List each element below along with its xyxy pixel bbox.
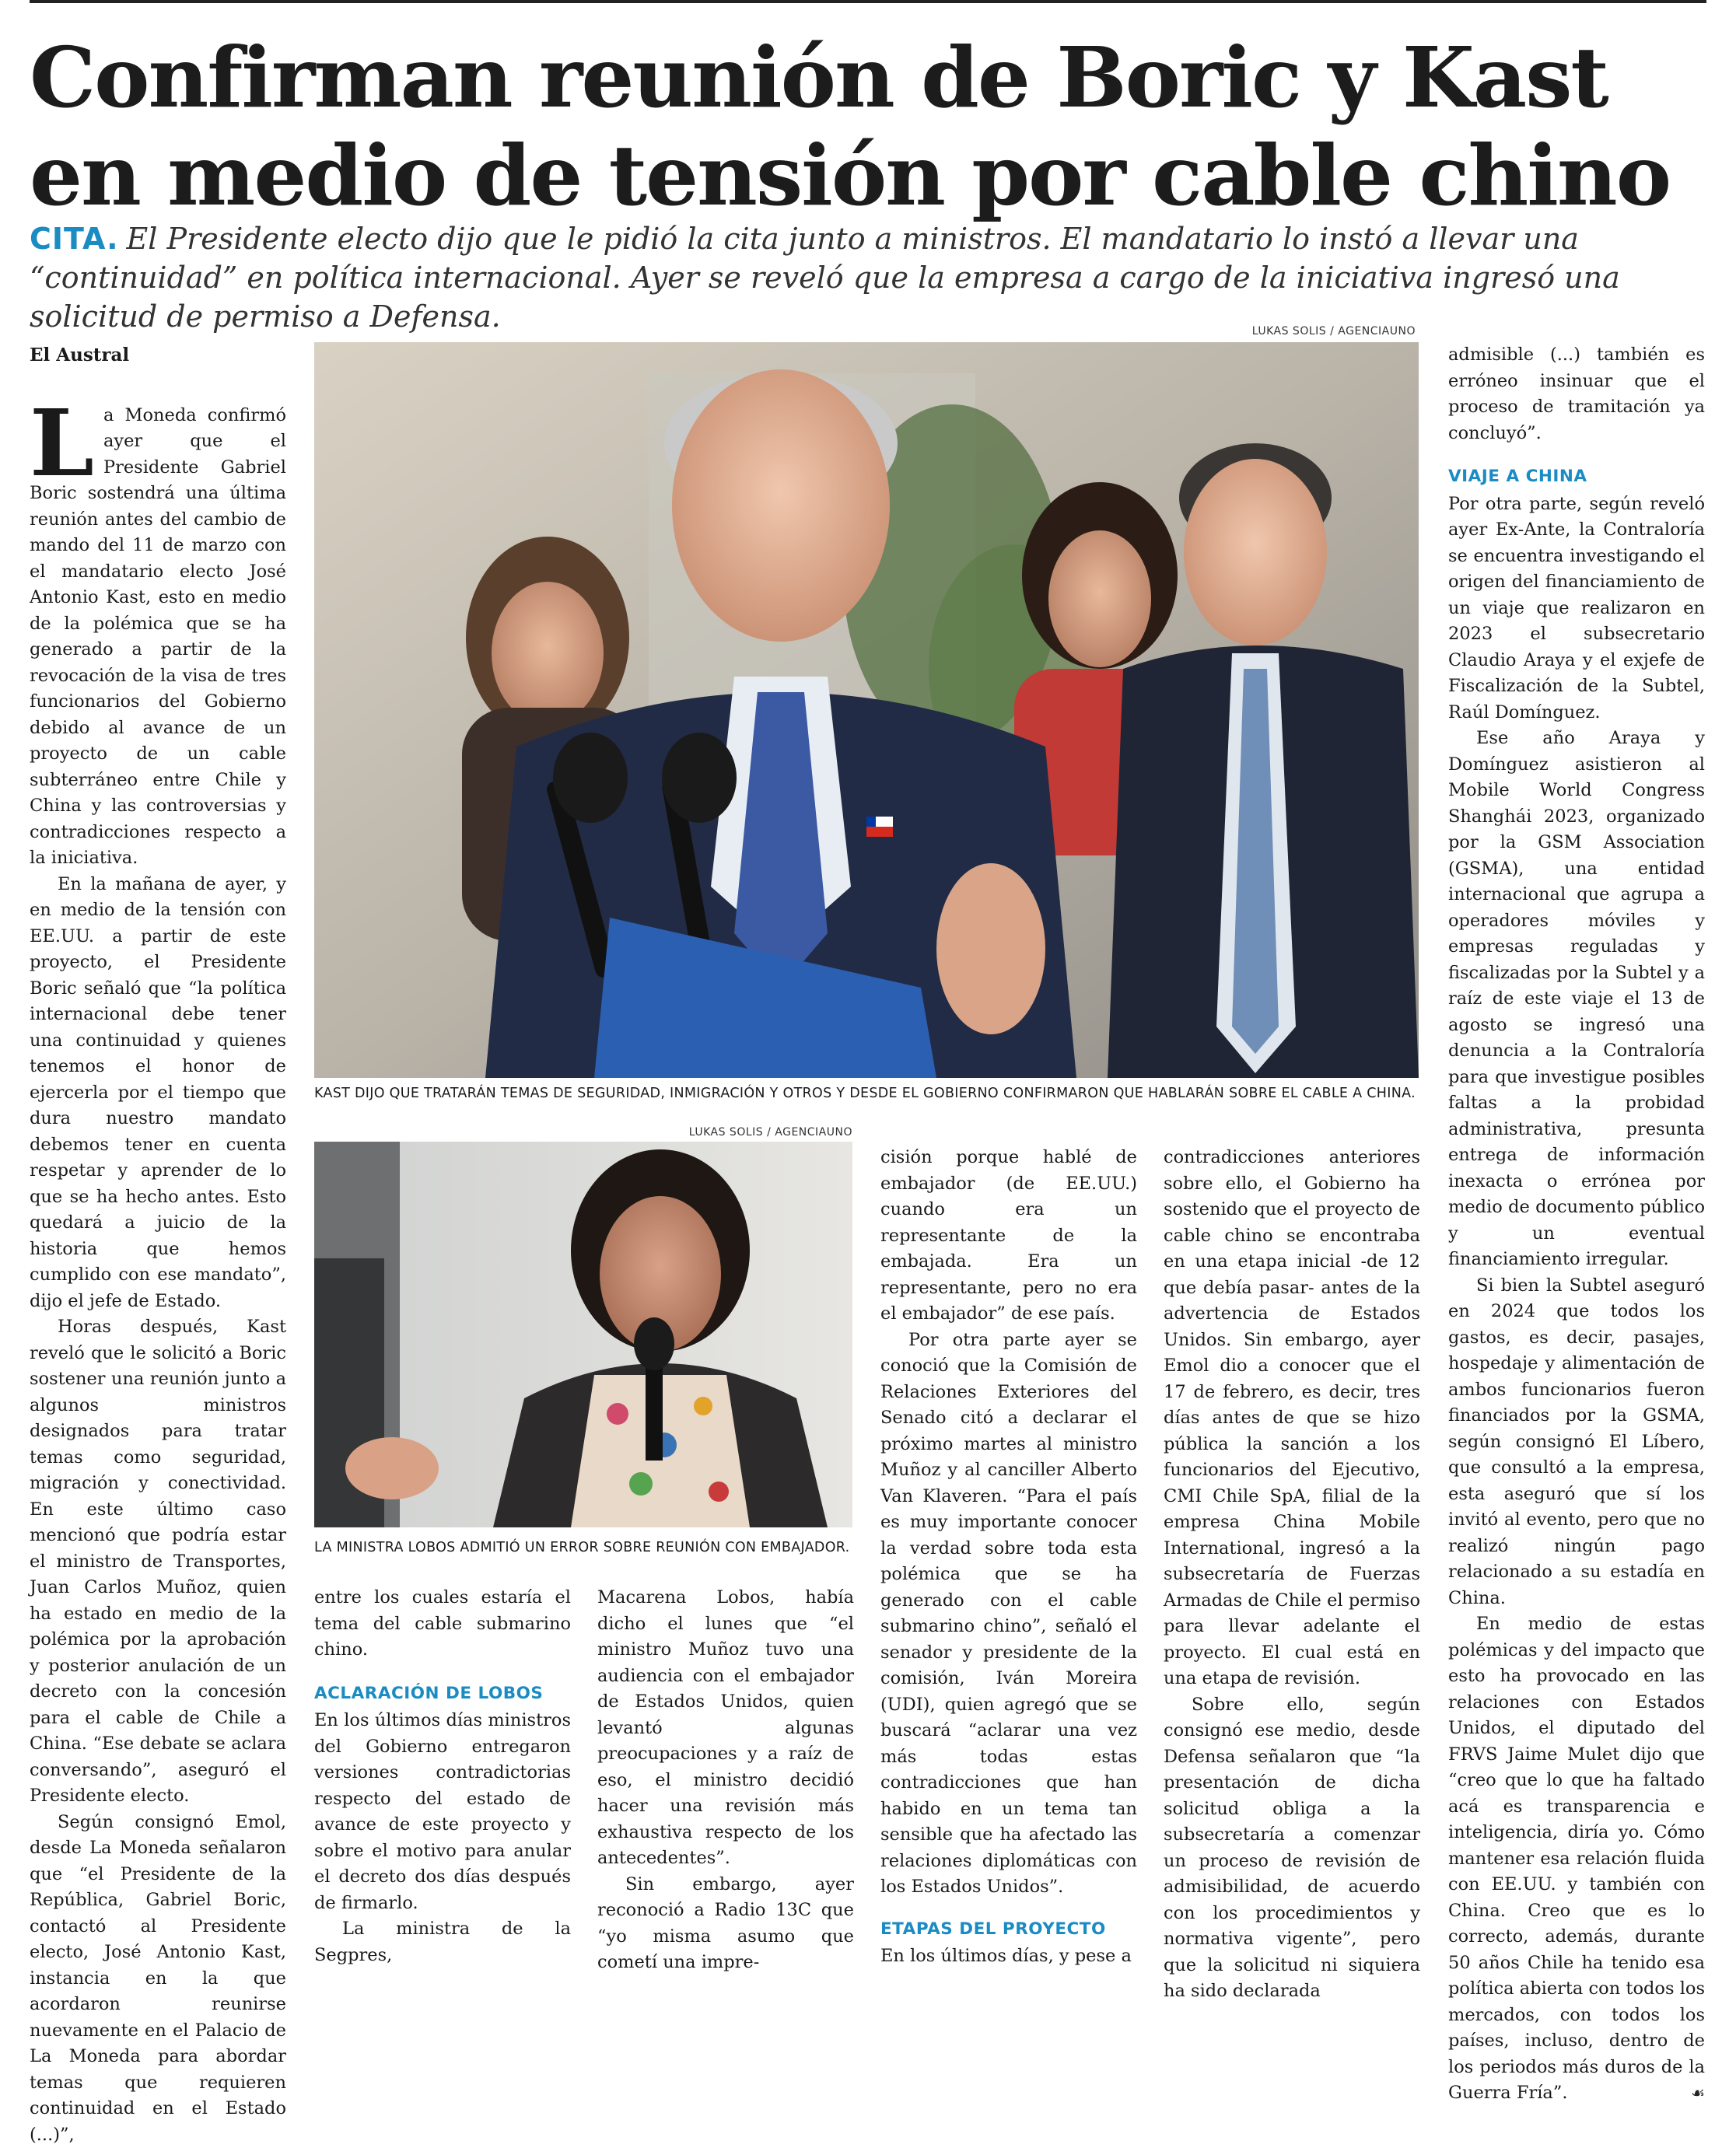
paragraph: La ministra de la Segpres, xyxy=(314,1916,571,1968)
paragraph: Según consignó Emol, desde La Moneda señalaron que “el Presidente de la República, Gabriel Boric, contactó al Presidente electo, José Antonio Kast, instancia en la que acordaron reunirse nuevamente en el Palacio de La Moneda para abordar temas que requieren continuidad en el Estado (...)”, xyxy=(30,1810,286,2148)
subhead: VIAJE A CHINA xyxy=(1448,464,1705,490)
column-5 xyxy=(1164,1145,1420,2005)
column-1 xyxy=(30,342,286,2148)
end-mark-icon: ☙ xyxy=(1663,2080,1705,2107)
byline: El Austral xyxy=(30,342,286,369)
paragraph: Por otra parte, según reveló ayer Ex-Ante, la Contraloría se encuentra investigando el origen del financiamiento de un viaje que realizaron en 2023 el subsecretario Claudio Araya y el exjefe de Fiscalización de la Subtel, Raúl Domínguez. xyxy=(1448,492,1705,726)
paragraph: entre los cuales estaría el tema del cable submarino chino. xyxy=(314,1585,571,1663)
headline xyxy=(30,30,1717,226)
paragraph: Ese año Araya y Domínguez asistieron al Mobile World Congress Shanghái 2023, organizado por la GSM Association (GSMA), una entidad internacional que agrupa a operadores móviles y empresas reguladas y fiscalizadas por la Subtel y a raíz de este viaje el 13 de agosto se ingresó una denuncia a la Contraloría para que investigue posibles faltas a la probidad administrativa, presunta entrega de información inexacta o errónea por medio de documento público y un eventual financiamiento irregular. xyxy=(1448,726,1705,1273)
main-photo-credit: LUKAS SOLIS / AGENCIAUNO xyxy=(1011,325,1416,338)
paragraph: Si bien la Subtel aseguró en 2024 que todos los gastos, es decir, pasajes, hospedaje y alimentación de ambos funcionarios fueron financiados por la GSMA, según consignó El Líbero, que consultó a la empresa, esta aseguró que sí los invitó al evento, pero que no realizó ningún pago relacionado a su estadía en China. xyxy=(1448,1273,1705,1612)
paragraph: admisible (...) también es erróneo insinuar que el proceso de tramitación ya concluyó”. xyxy=(1448,342,1705,446)
drop-cap: L xyxy=(30,408,94,479)
lead-paragraph xyxy=(30,219,1706,336)
paragraph: contradicciones anteriores sobre ello, el Gobierno ha sostenido que el proyecto de cable chino se encontraba en una etapa inicial -de 12 que debía pasar- antes de la advertencia de Estados Unidos. Sin embargo, ayer Emol dio a conocer que el 17 de febrero, es decir, tres días antes de que se hizo pública la sanción a los funcionarios del Ejecutivo, CMI Chile SpA, filial de la empresa China Mobile International, ingresó a la subsecretaría de Fuerzas Armadas de Chile el permiso para llevar adelante el proyecto. El cual está en una etapa de revisión. xyxy=(1164,1145,1420,1692)
press-conference-photo-icon xyxy=(314,342,1419,1078)
column-2 xyxy=(314,1585,571,1968)
headline-line-2: en medio de tensión por cable chino xyxy=(30,128,1717,226)
second-photo xyxy=(314,1142,852,1527)
column-3 xyxy=(597,1585,854,1976)
paragraph: En medio de estas polémicas y del impacto que esto ha provocado en las relaciones con Estados Unidos, el diputado del FRVS Jaime Mulet dijo que “creo que lo que ha faltado acá es transparencia e inteligencia, diría yo. Cómo mantener esa relación fluida con EE.UU. y también con China. Creo que es lo correcto, además, durante 50 años Chile ha tenido esa política abierta con todos los mercados, con todos los países, incluso, dentro de los periodos más duros de la Guerra Fría”. ☙ xyxy=(1448,1611,1705,2107)
main-photo-caption: KAST DIJO QUE TRATARÁN TEMAS DE SEGURIDAD, INMIGRACIÓN Y OTROS Y DESDE EL GOBIERNO CONFIRMARON QUE HABLARÁN SOBRE EL CABLE A CHINA. xyxy=(314,1086,1416,1101)
paragraph: Sobre ello, según consignó ese medio, desde Defensa señalaron que “la presentación de dicha solicitud obliga a la subsecretaría a comenzar un proceso de revisión de admisibilidad, de acuerdo con los procedimientos y normativa vigente”, pero que la solicitud ni siquiera ha sido declarada xyxy=(1164,1692,1420,2005)
paragraph: En la mañana de ayer, y en medio de la tensión con EE.UU. a partir de este proyecto, el Presidente Boric señaló que “la política internacional debe tener una continuidad y quienes tenemos el honor de ejercerla por el tiempo que dura nuestro mandato debemos tener en cuenta respetar y aprender de lo que se ha hecho antes. Esto quedará a juicio de la historia que hemos cumplido con ese mandato”, dijo el jefe de Estado. xyxy=(30,872,286,1315)
column-6 xyxy=(1448,342,1705,2107)
lead-kicker: CITA. xyxy=(30,222,119,256)
column-4 xyxy=(880,1145,1137,1970)
second-photo-caption: LA MINISTRA LOBOS ADMITIÓ UN ERROR SOBRE REUNIÓN CON EMBAJADOR. xyxy=(314,1540,849,1555)
second-photo-credit: LUKAS SOLIS / AGENCIAUNO xyxy=(544,1126,852,1139)
top-rule xyxy=(30,0,1706,3)
paragraph: En los últimos días, y pese a xyxy=(880,1943,1137,1970)
paragraph: Sin embargo, ayer reconoció a Radio 13C que “yo misma asumo que cometí una impre- xyxy=(597,1872,854,1976)
paragraph: Macarena Lobos, había dicho el lunes que “el ministro Muñoz tuvo una audiencia con el embajador de Estados Unidos, quien levantó algunas preocupaciones y a raíz de eso, el ministro decidió hacer una revisión más exhaustiva respecto de los antecedentes”. xyxy=(597,1585,854,1872)
paragraph: En los últimos días ministros del Gobierno entregaron versiones contradictorias respecto del estado de avance de este proyecto y sobre el motivo para anular el decreto dos días después de firmarlo. xyxy=(314,1708,571,1916)
main-photo xyxy=(314,342,1419,1078)
minister-photo-icon xyxy=(314,1142,852,1527)
paragraph: Por otra parte ayer se conoció que la Comisión de Relaciones Exteriores del Senado citó a declarar el próximo martes al ministro Muñoz y al canciller Alberto Van Klaveren. “Para el país es muy importante conocer la verdad sobre toda esta polémica que se ha generado con el cable submarino chino”, señaló el senador y presidente de la comisión, Iván Moreira (UDI), quien agregó que se buscará “aclarar una vez más todas estas contradicciones que han habido en un tema tan sensible que ha afectado las relaciones diplomáticas con los Estados Unidos”. xyxy=(880,1328,1137,1901)
paragraph: cisión porque hablé de embajador (de EE.UU.) cuando era un representante de la embajada. Era un representante, pero no era el embajador” de ese país. xyxy=(880,1145,1137,1328)
lead-text: El Presidente electo dijo que le pidió la cita junto a ministros. El mandatario lo instó a llevar una “continuidad” en política internacional. Ayer se reveló que la empresa a cargo de la iniciativa ingresó una solicitud de permiso a Defensa. xyxy=(30,222,1620,334)
subhead: ETAPAS DEL PROYECTO xyxy=(880,1916,1137,1943)
paragraph: La Moneda confirmó ayer que el Presidente Gabriel Boric sostendrá una última reunión antes del cambio de mando del 11 de marzo con el mandatario electo José Antonio Kast, esto en medio de la polémica que se ha generado a partir de la revocación de la visa de tres funcionarios del Gobierno debido al avance de un proyecto de un cable subterráneo entre Chile y China y las controversias y contradicciones respecto a la iniciativa. xyxy=(30,403,286,872)
subhead: ACLARACIÓN DE LOBOS xyxy=(314,1681,571,1707)
paragraph: Horas después, Kast reveló que le solicitó a Boric sostener una reunión junto a algunos ministros designados para tratar temas como seguridad, migración y conectividad. En este último caso mencionó que podría estar el ministro de Transportes, Juan Carlos Muñoz, quien ha estado en medio de la polémica por la aprobación y posterior anulación de un decreto con la concesión para el cable de Chile a China. “Ese debate se aclara conversando”, aseguró el Presidente electo. xyxy=(30,1314,286,1810)
headline-line-1: Confirman reunión de Boric y Kast xyxy=(30,30,1717,128)
